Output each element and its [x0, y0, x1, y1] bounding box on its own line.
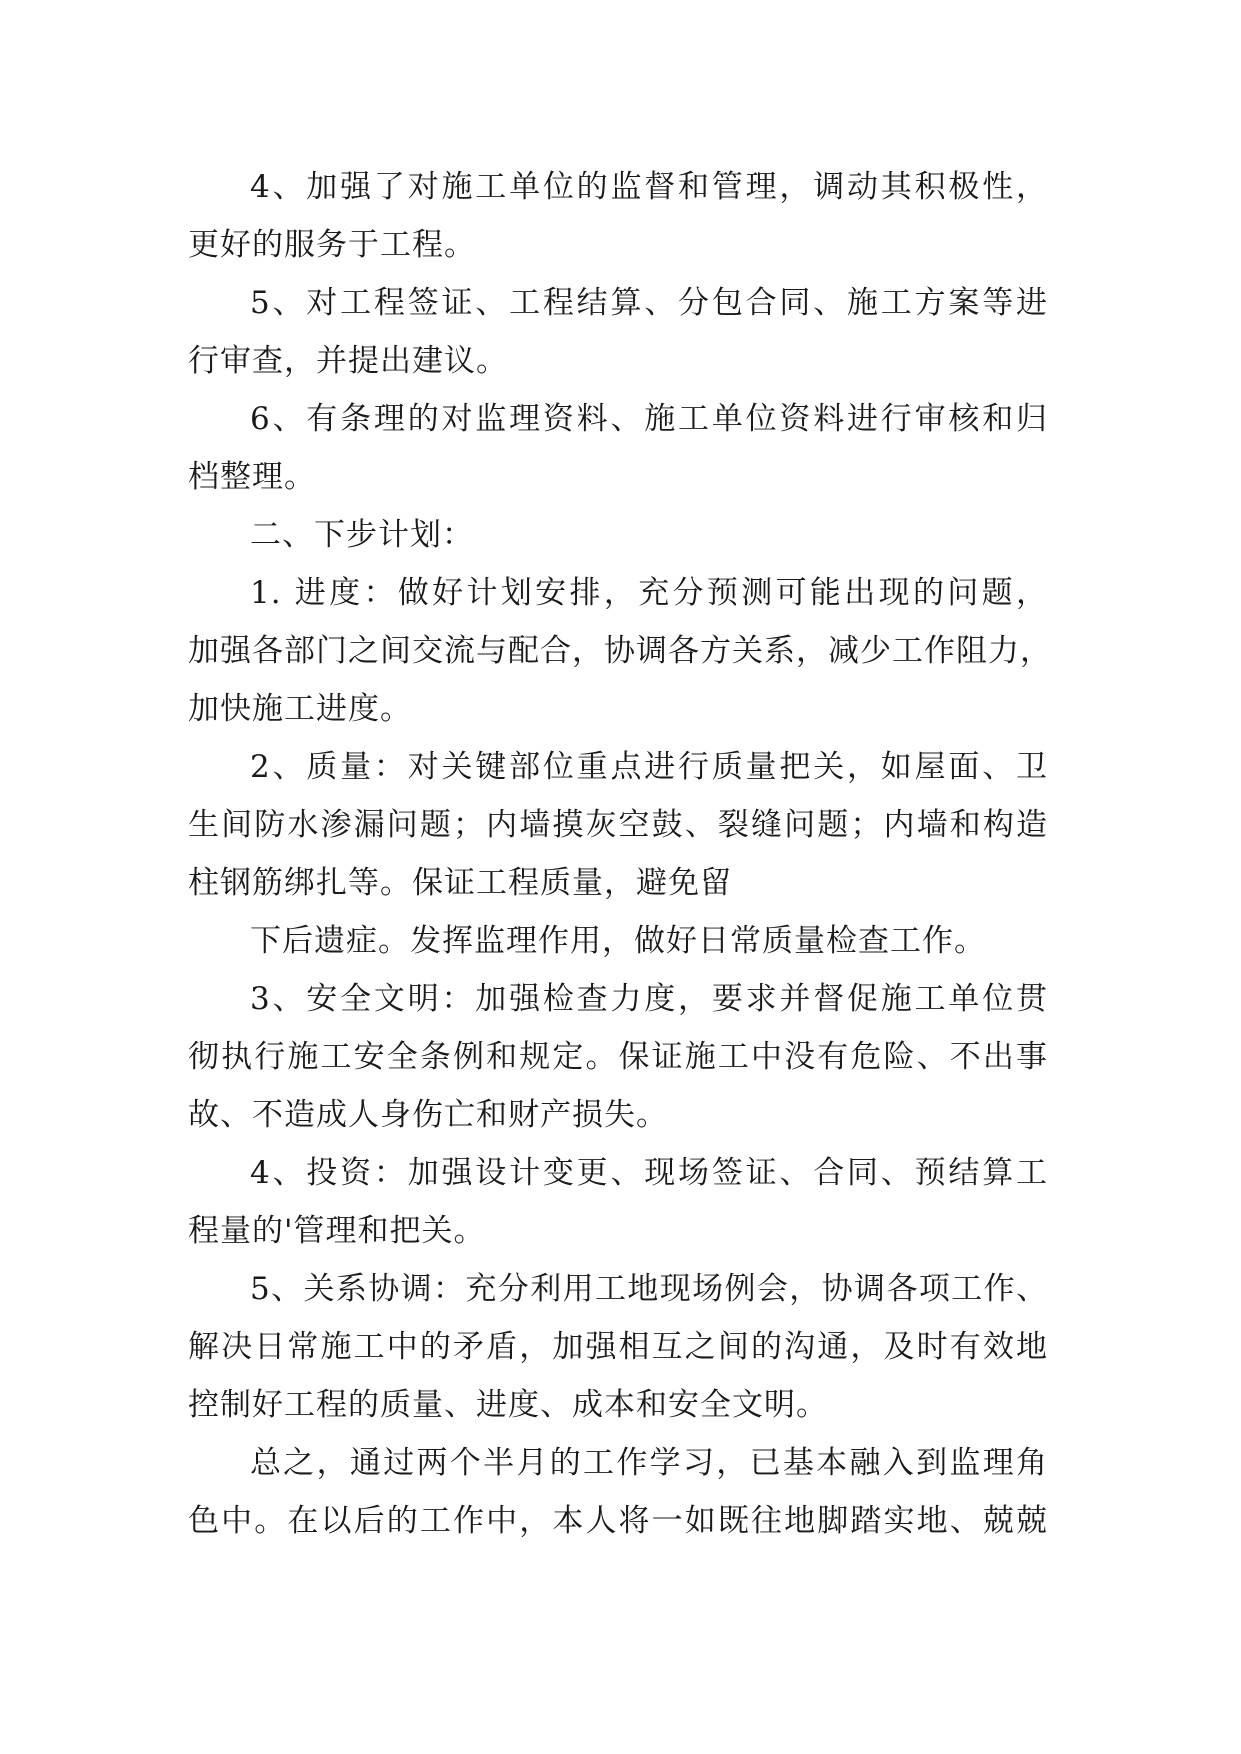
paragraph-line: 程量的'管理和把关。: [188, 1213, 486, 1249]
document-body: [188, 158, 1052, 1550]
paragraph-line: 行审查，并提出建议。: [188, 343, 508, 379]
paragraph-line: 5、对工程签证、工程结算、分包合同、施工方案等进: [250, 285, 1048, 321]
paragraph-line: 3、安全文明：加强检查力度，要求并督促施工单位贯: [250, 981, 1048, 1017]
section-heading: 二、下步计划：: [250, 517, 474, 553]
paragraph-line: 1. 进度：做好计划安排，充分预测可能出现的问题，: [250, 575, 1048, 611]
paragraph-line: 加快施工进度。: [188, 691, 412, 727]
paragraph-line: 下后遗症。发挥监理作用，做好日常质量检查工作。: [250, 923, 986, 959]
paragraph-line: 故、不造成人身伤亡和财产损失。: [188, 1097, 668, 1133]
paragraph-line: 解决日常施工中的矛盾，加强相互之间的沟通，及时有效地: [188, 1329, 1048, 1365]
paragraph-line: 控制好工程的质量、进度、成本和安全文明。: [188, 1387, 828, 1423]
paragraph-line: 4、投资：加强设计变更、现场签证、合同、预结算工: [250, 1155, 1048, 1191]
paragraph-line: 彻执行施工安全条例和规定。保证施工中没有危险、不出事: [188, 1039, 1048, 1075]
paragraph-line: 柱钢筋绑扎等。保证工程质量，避免留: [188, 865, 732, 901]
paragraph-line: 更好的服务于工程。: [188, 227, 476, 263]
paragraph-line: 生间防水渗漏问题；内墙摸灰空鼓、裂缝问题；内墙和构造: [188, 807, 1048, 843]
paragraph-line: 5、关系协调：充分利用工地现场例会，协调各项工作、: [250, 1271, 1048, 1307]
paragraph-line: 总之，通过两个半月的工作学习，已基本融入到监理角: [250, 1445, 1048, 1481]
paragraph-line: 6、有条理的对监理资料、施工单位资料进行审核和归: [250, 401, 1048, 437]
paragraph-line: 2、质量：对关键部位重点进行质量把关，如屋面、卫: [250, 749, 1048, 785]
paragraph-line: 档整理。: [188, 459, 316, 495]
paragraph-line: 色中。在以后的工作中，本人将一如既往地脚踏实地、兢兢: [188, 1503, 1048, 1539]
paragraph-line: 加强各部门之间交流与配合，协调各方关系，减少工作阻力，: [188, 633, 1052, 669]
paragraph-line: 4、加强了对施工单位的监督和管理，调动其积极性，: [250, 169, 1048, 205]
